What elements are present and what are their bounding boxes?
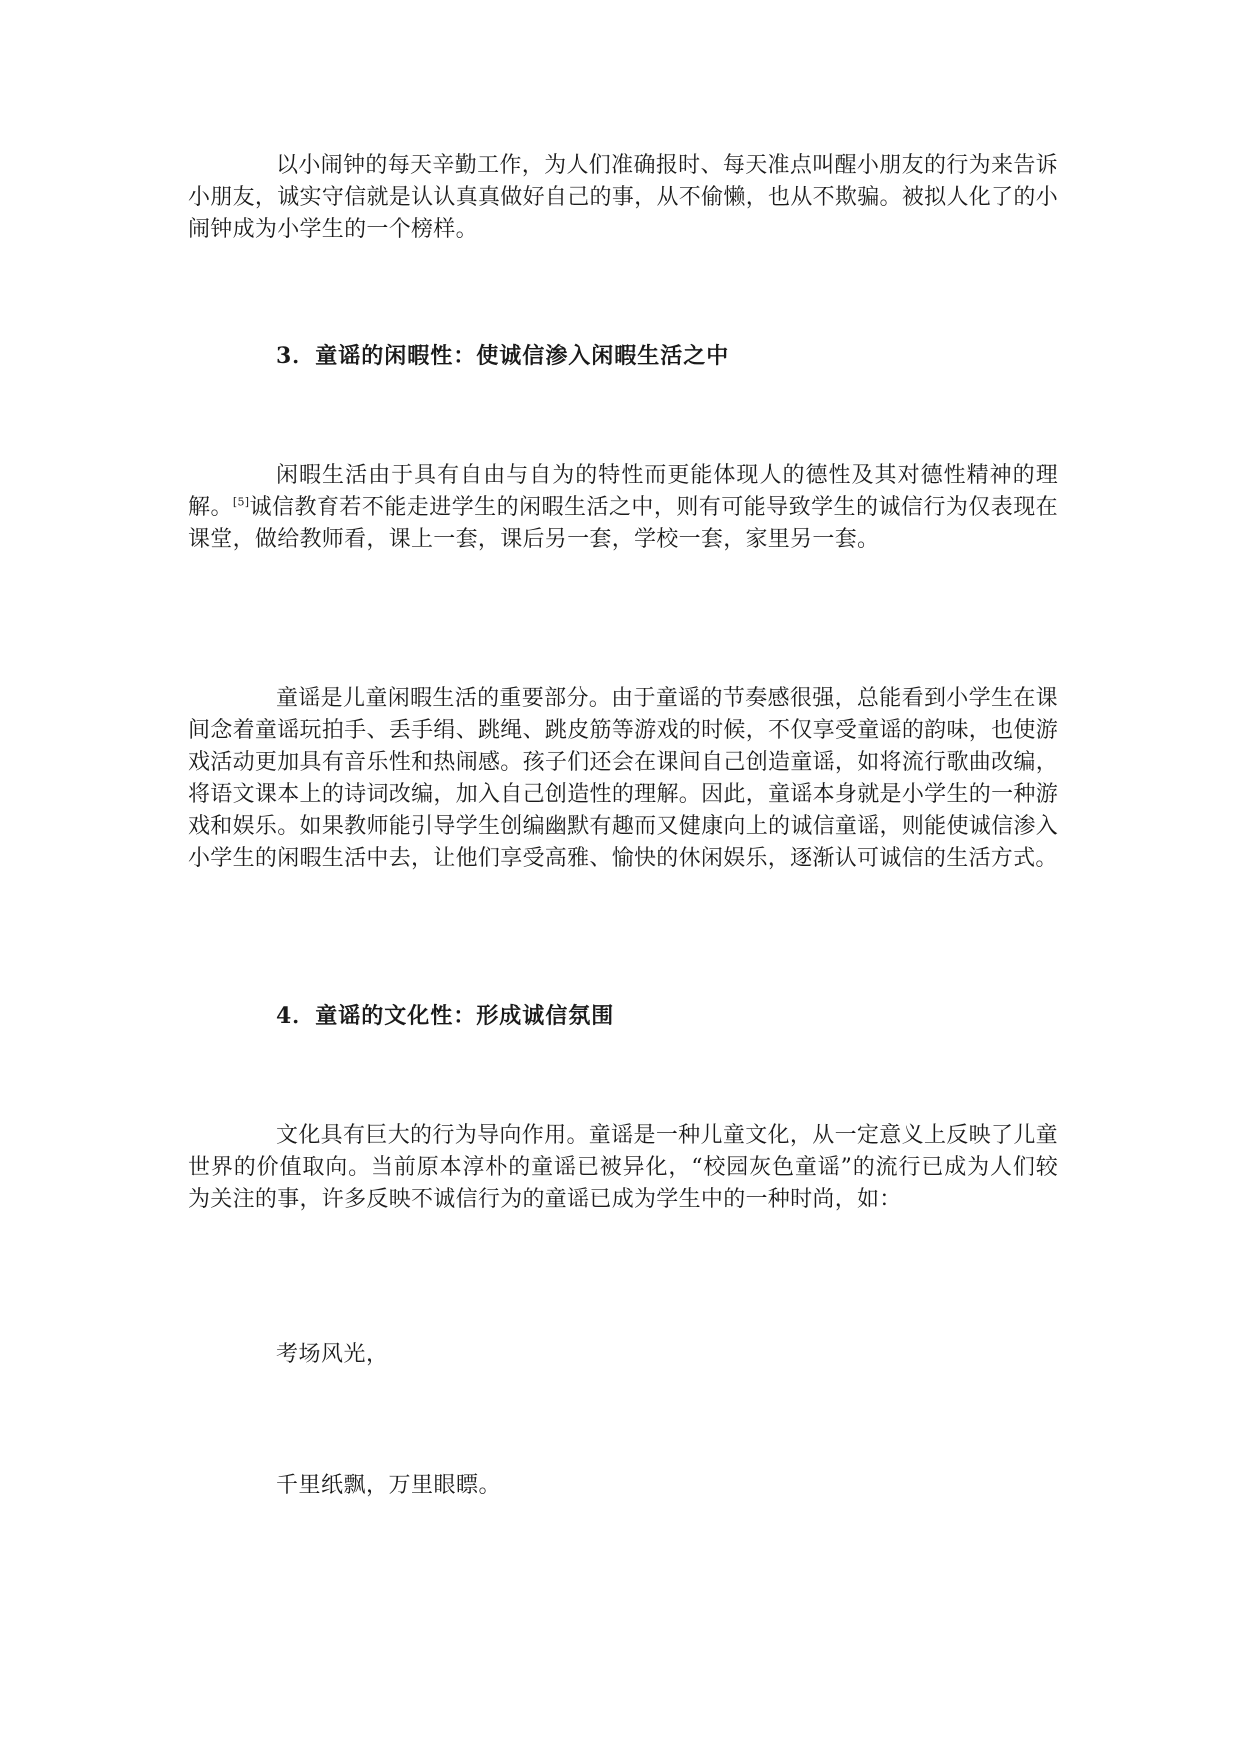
paragraph-alarm-clock: 以小闹钟的每天辛勤工作，为人们准确报时、每天准点叫醒小朋友的行为来告诉小朋友，诚实守信就是认认真真做好自己的事，从不偷懒，也从不欺骗。被拟人化了的小闹钟成为小学生的一个榜样。: [188, 153, 1058, 242]
paragraph-nursery-rhymes-leisure: 童谣是儿童闲暇生活的重要部分。由于童谣的节奏感很强，总能看到小学生在课间念着童谣玩拍手、丢手绢、跳绳、跳皮筋等游戏的时候，不仅享受童谣的韵味，也使游戏活动更加具有音乐性和热闹感。孩子们还会在课间自己创造童谣，如将流行歌曲改编，将语文课本上的诗词改编，加入自己创造性的理解。因此，童谣本身就是小学生的一种游戏和娱乐。如果教师能引导学生创编幽默有趣而又健康向上的诚信童谣，则能使诚信渗入小学生的闲暇生活中去，让他们享受高雅、愉快的休闲娱乐，逐渐认可诚信的生活方式。: [188, 686, 1058, 871]
paragraph-leisure-life: [188, 460, 1058, 556]
section-heading-3: 3．童谣的闲暇性：使诚信渗入闲暇生活之中: [276, 343, 730, 369]
verse-line-2: 千里纸飘，万里眼瞟。: [276, 1473, 502, 1498]
paragraph-culture: 文化具有巨大的行为导向作用。童谣是一种儿童文化，从一定意义上反映了儿童世界的价值取向。当前原本淳朴的童谣已被异化，“校园灰色童谣”的流行已成为人们较为关注的事，许多反映不诚信行为的童谣已成为学生中的一种时尚，如：: [188, 1123, 1058, 1212]
section-heading-4: 4．童谣的文化性：形成诚信氛围: [276, 1003, 615, 1029]
verse-line-1: 考场风光，: [276, 1342, 389, 1367]
citation-marker: [5]: [232, 495, 250, 509]
paragraph-leisure-text-a: 闲暇生活由于具有自由与自为的特性而更能体现人的德性及其对德性精神的理解。: [188, 463, 1058, 520]
paragraph-leisure-text-b: 诚信教育若不能走进学生的闲暇生活之中，则有可能导致学生的诚信行为仅表现在课堂，做给教师看，课上一套，课后另一套，学校一套，家里另一套。: [188, 495, 1058, 552]
